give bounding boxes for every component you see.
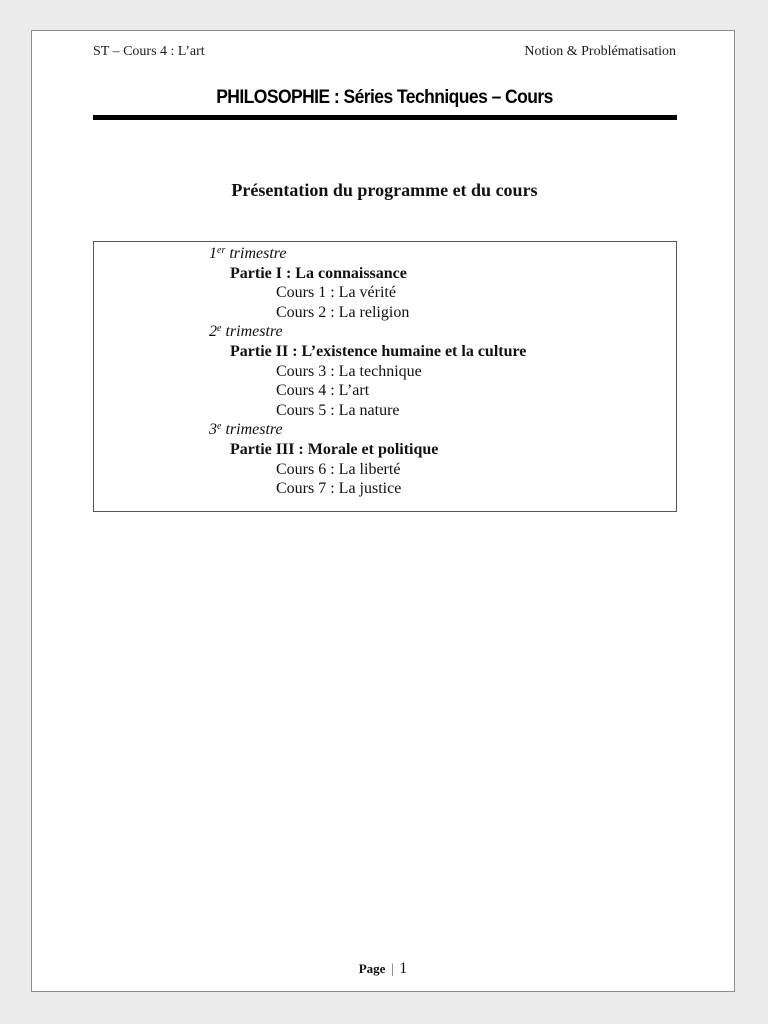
document-title: PHILOSOPHIE : Séries Techniques – Cours [216, 87, 553, 108]
course-item: Cours 7 : La justice [276, 480, 402, 498]
title-underline-rule [93, 115, 677, 120]
course-item: Cours 3 : La technique [276, 362, 422, 380]
page-number: 1 [399, 960, 408, 977]
course-item: Cours 5 : La nature [276, 401, 400, 419]
page-footer [32, 960, 734, 978]
partie-heading: Partie I : La connaissance [230, 264, 407, 282]
trimester-heading: 3e trimestre [209, 421, 283, 439]
course-item: Cours 2 : La religion [276, 303, 410, 321]
section-heading: Présentation du programme et du cours [231, 180, 538, 200]
partie-heading: Partie III : Morale et politique [230, 440, 439, 458]
program-outline [209, 244, 526, 499]
course-item: Cours 6 : La liberté [276, 460, 401, 478]
program-outline-box [93, 241, 677, 512]
trimester-heading: 1er trimestre [209, 245, 287, 262]
page-label: Page [358, 961, 386, 976]
trimester-heading: 2e trimestre [209, 323, 283, 341]
partie-heading: Partie II : L’existence humaine et la culture [230, 342, 527, 360]
document-page [31, 30, 735, 992]
header-course-title: ST – Cours 4 : L’art [93, 44, 205, 59]
course-item: Cours 4 : L’art [276, 382, 370, 400]
course-item: Cours 1 : La vérité [276, 284, 396, 302]
page-separator: | [390, 962, 394, 977]
header-section-label: Notion & Problématisation [524, 44, 676, 59]
